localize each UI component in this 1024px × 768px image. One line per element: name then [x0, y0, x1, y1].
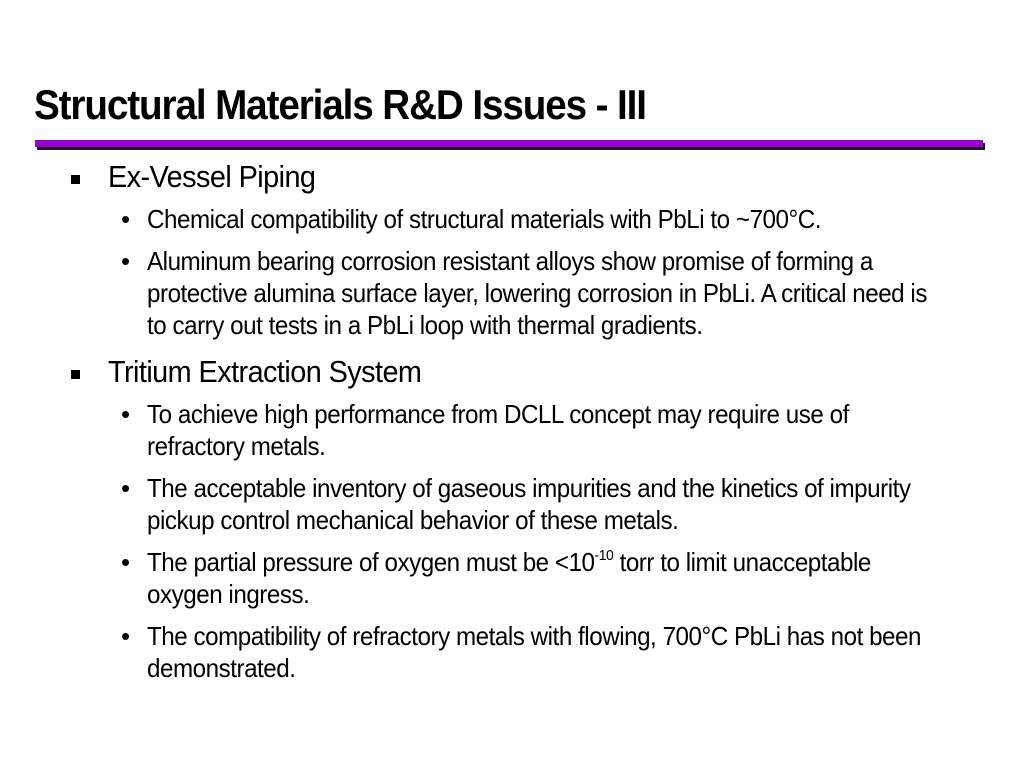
round-bullet-icon: • — [121, 473, 130, 503]
bullet-item — [0, 546, 947, 610]
slide-title: Structural Materials R&D Issues - III — [34, 81, 646, 128]
round-bullet-icon: • — [121, 246, 130, 276]
round-bullet-icon: • — [121, 204, 130, 234]
title-divider — [35, 140, 983, 147]
bullet-text: Aluminum bearing corrosion resistant alloys show promise of forming a protective alumina surface layer, lowering corrosion in PbLi. A critical need is to carry out tests in a PbLi loop with thermal gradients. — [147, 246, 927, 340]
bullet-item — [0, 620, 947, 684]
round-bullet-icon: • — [121, 547, 130, 577]
round-bullet-icon: • — [121, 621, 130, 651]
square-bullet-icon — [71, 370, 80, 379]
bullet-text: To achieve high performance from DCLL concept may require use of refractory metals. — [147, 399, 849, 461]
section-heading-tritium-extraction — [0, 353, 1024, 390]
exponent-superscript: -10 — [594, 547, 614, 564]
section-heading-text: Ex-Vessel Piping — [108, 159, 316, 194]
bullet-text — [147, 546, 947, 610]
bullet-text: Chemical compatibility of structural materials with PbLi to ~700°C. — [147, 204, 821, 234]
slide-content — [0, 156, 1024, 684]
bullet-text: The compatibility of refractory metals with flowing, 700°C PbLi has not been demonstrated. — [147, 621, 922, 683]
bullet-item — [0, 203, 947, 235]
bullet-item — [0, 472, 947, 536]
square-bullet-icon — [71, 175, 80, 184]
bullet-item — [0, 245, 947, 341]
section-heading-ex-vessel-piping — [0, 158, 1024, 195]
bullet-text-tail: torr to limit unacceptable oxygen ingress. — [147, 547, 871, 609]
round-bullet-icon: • — [121, 399, 130, 429]
bullet-text-main: The partial pressure of oxygen must be <10 — [147, 547, 595, 577]
bullet-text: The acceptable inventory of gaseous impurities and the kinetics of impurity pickup control mechanical behavior of these metals. — [147, 473, 911, 535]
bullet-item — [0, 398, 947, 462]
section-heading-text: Tritium Extraction System — [108, 354, 422, 389]
